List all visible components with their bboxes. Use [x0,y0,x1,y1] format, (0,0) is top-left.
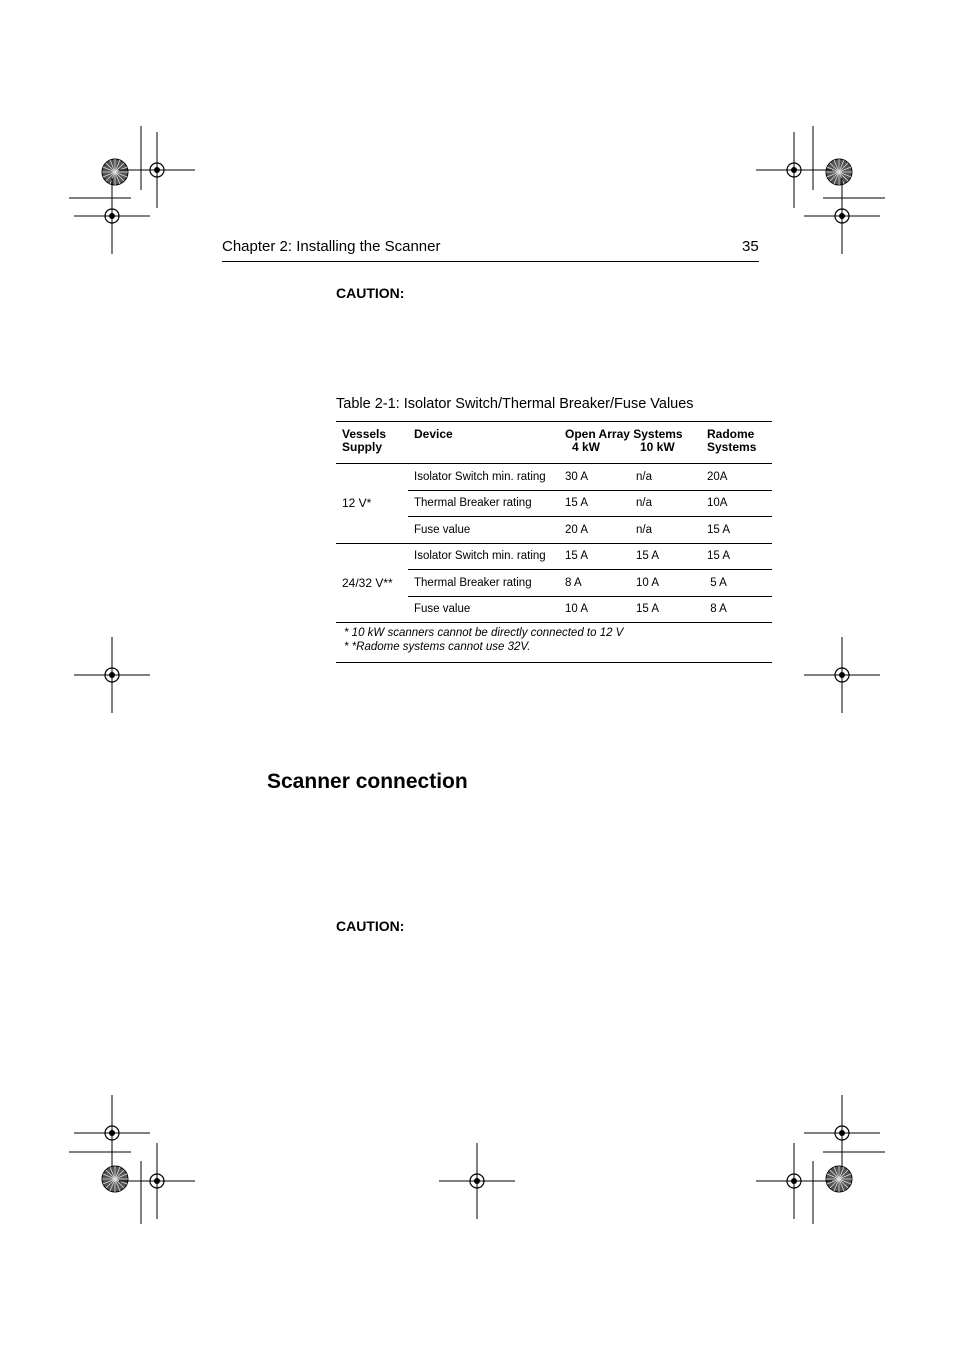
header-open-array [559,422,701,464]
value-radome: 8 A [707,603,727,616]
device-cell: Thermal Breaker rating [408,570,559,597]
value-radome: 15 A [701,517,772,544]
device-cell: Fuse value [408,517,559,544]
table-row [336,543,772,570]
device-cell: Fuse value [414,603,471,616]
section-heading: Scanner connection [267,770,468,793]
value-10kw: 15 A [630,543,701,570]
supply-24-32v: 24/32 V** [342,575,393,590]
value-4kw: 15 A [559,490,630,517]
value-radome: 20A [701,464,772,491]
value-4kw: 10 A [565,603,589,616]
header-radome-line2: Systems [707,440,757,454]
value-4kw: 30 A [559,464,630,491]
header-10kw: 10 kW [640,440,675,454]
header-supply-line2: Supply [342,440,383,454]
value-radome: 15 A [701,543,772,570]
supply-12v: 12 V* [336,464,408,544]
header-supply-line1: Vessels [342,427,387,441]
caution-label: CAUTION: [336,918,405,934]
value-radome: 10A [701,490,772,517]
footnote: * *Radome systems cannot use 32V. [344,641,531,653]
value-10kw: n/a [630,490,701,517]
header-radome-systems [701,422,772,464]
table-row [336,464,772,491]
value-10kw: n/a [630,517,701,544]
page-number: 35 [742,238,759,255]
value-4kw: 15 A [559,543,630,570]
footnote: * 10 kW scanners cannot be directly connected to 12 V [344,627,624,639]
device-cell: Thermal Breaker rating [408,490,559,517]
header-open-array-label: Open Array Systems [565,427,683,441]
table-header-row [336,422,772,464]
device-cell: Isolator Switch min. rating [408,464,559,491]
header-radome-line1: Radome [707,427,755,441]
value-10kw: 10 A [630,570,701,597]
header-4kw: 4 kW [572,440,601,454]
device-cell: Isolator Switch min. rating [408,543,559,570]
isolator-values-table [336,421,772,663]
header-vessels-supply [336,422,408,464]
table-footnotes-row [336,623,772,663]
caution-label: CAUTION: [336,285,405,301]
header-device: Device [408,422,559,464]
running-header-title: Chapter 2: Installing the Scanner [222,238,441,255]
table-footnotes [336,623,772,663]
value-10kw: 15 A [636,603,660,616]
table-caption: Table 2-1: Isolator Switch/Thermal Breaker/Fuse Values [336,396,694,412]
header-rule [222,261,759,262]
value-10kw: n/a [630,464,701,491]
value-radome: 5 A [701,570,772,597]
value-4kw: 20 A [559,517,630,544]
value-4kw: 8 A [559,570,630,597]
